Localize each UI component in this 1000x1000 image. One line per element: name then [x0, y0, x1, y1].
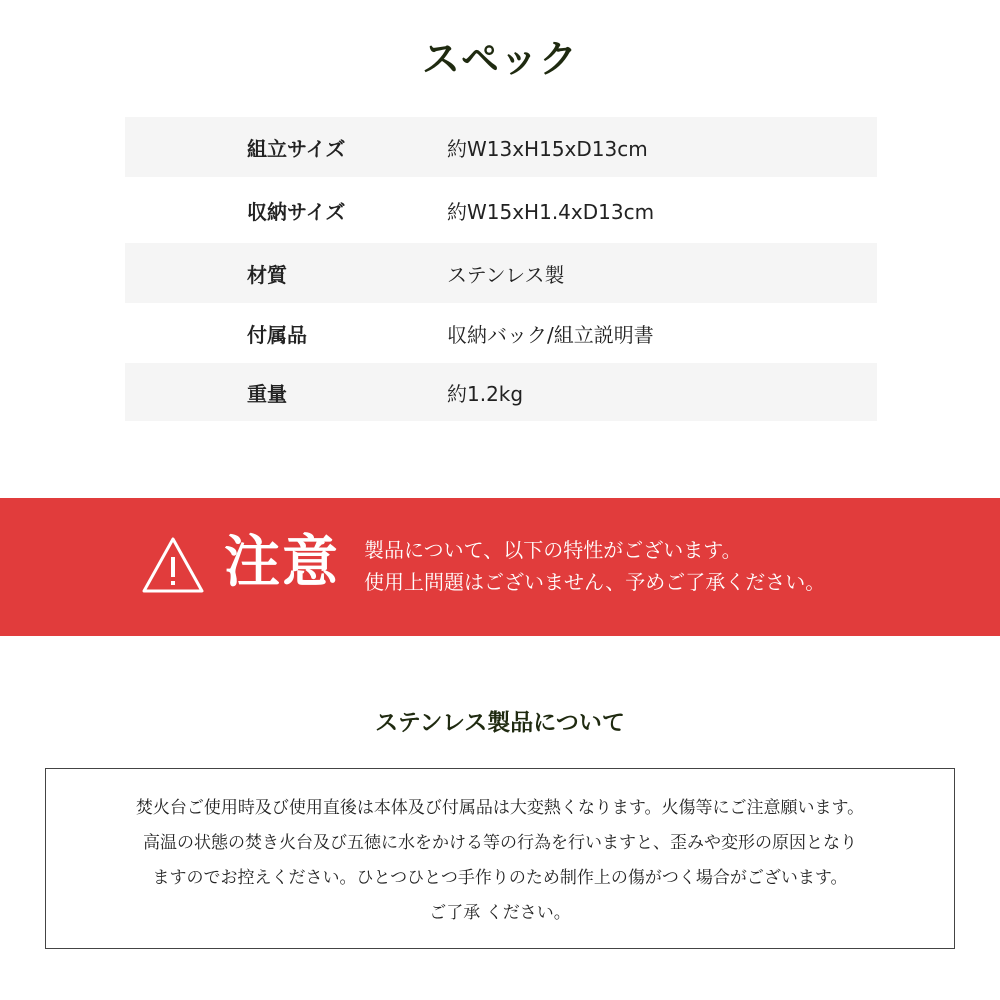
warning-triangle-icon — [140, 535, 206, 595]
caution-line: 製品について、以下の特性がございます。 — [364, 538, 742, 562]
spec-label: 重量 — [247, 381, 287, 406]
note-line: ますのでお控えください。ひとつひとつ手作りのため制作上の傷がつく場合がございます。 — [152, 868, 848, 888]
note-line: ご了承 ください。 — [429, 903, 571, 923]
spec-label: 付属品 — [247, 322, 307, 347]
spec-row — [125, 243, 877, 303]
spec-row — [125, 363, 877, 421]
spec-value: 約W15xH1.4xD13cm — [447, 199, 655, 224]
stainless-note-text — [46, 791, 954, 931]
spec-title: スペック — [421, 37, 578, 81]
note-line: 高温の状態の焚き火台及び五徳に水をかける等の行為を行いますと、歪みや変形の原因となり — [143, 833, 857, 853]
spec-label: 組立サイズ — [247, 136, 346, 161]
spec-value: ステンレス製 — [447, 262, 565, 287]
spec-row — [125, 303, 877, 363]
spec-label: 収納サイズ — [247, 199, 346, 224]
caution-message — [364, 534, 984, 598]
spec-value: 約1.2kg — [447, 381, 524, 406]
spec-row — [125, 177, 877, 243]
spec-row — [125, 117, 877, 177]
caution-heading: 注意 — [224, 530, 340, 595]
spec-value: 約W13xH15xD13cm — [447, 136, 648, 161]
stainless-section-title: ステンレス製品について — [375, 710, 625, 736]
spec-value: 収納バック/組立説明書 — [447, 322, 654, 347]
caution-line: 使用上問題はございません、予めご了承ください。 — [364, 570, 826, 594]
caution-banner — [0, 498, 1000, 636]
stainless-note-box — [45, 768, 955, 949]
spec-table — [125, 117, 877, 421]
spec-label: 材質 — [247, 262, 287, 287]
note-line: 焚火台ご使用時及び使用直後は本体及び付属品は大変熱くなります。火傷等にご注意願います。 — [135, 798, 865, 818]
